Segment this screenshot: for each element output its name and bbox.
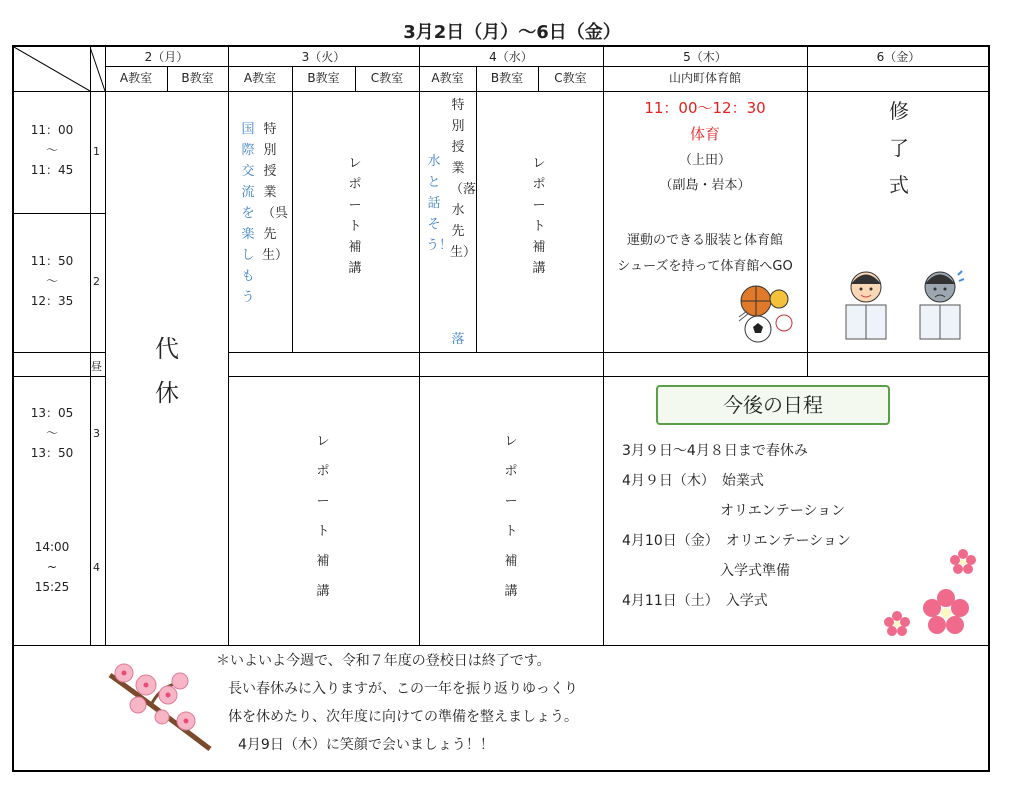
day-header-tue: 3（火） — [301, 50, 346, 64]
footer-line: ＊いよいよ今週で、令和７年度の登校日は終了です。 — [216, 653, 551, 669]
student-reading-icon — [842, 267, 890, 345]
room-header: B教室 — [181, 71, 214, 85]
room-header: A教室 — [119, 71, 153, 85]
tue-report-afternoon: レポート補講 — [316, 434, 330, 599]
wed-report-afternoon: レポート補講 — [504, 434, 518, 599]
footer-line: 体を休めたり、次年度に向けての準備を整えましょう。 — [228, 709, 578, 725]
corner-diagonal-small — [90, 47, 105, 91]
thu-note-1: 運動のできる服装と体育館 — [626, 233, 783, 248]
day-header-thu: 5（木） — [683, 50, 727, 64]
wed-special-tail: 落 — [451, 332, 465, 347]
thu-subject: 体育 — [689, 125, 720, 143]
thu-time: 11：00～12：30 — [644, 99, 766, 117]
sakura-flower-icon — [922, 589, 970, 637]
tue-special-title: 国際交流を楽しもう — [241, 122, 255, 305]
day-header-fri: 6（金） — [876, 50, 921, 64]
period-lunch: 昼 — [91, 360, 102, 373]
footer-message — [216, 647, 776, 759]
mon-day-off: 代休 — [155, 335, 179, 407]
period-4-time: 14:00 ~ 15:25 — [34, 540, 70, 594]
sakura-flower-icon — [950, 549, 976, 575]
wed-special-class: 特別授業（落水先生） — [450, 98, 477, 260]
tue-report-morning: レポート補講 — [348, 156, 362, 276]
page-title: 3月2日（月）～6日（金） — [403, 22, 621, 43]
period-number: 2 — [93, 275, 100, 288]
period-3-time: 13：05 ～ 13：50 — [30, 406, 74, 460]
wed-report-morning: レポート補講 — [532, 156, 546, 276]
footer-line: 長い春休みに入りますが、この一年を振り返りゆっくり — [228, 681, 578, 697]
sports-balls-icon — [736, 283, 796, 345]
period-number: 1 — [93, 145, 100, 158]
footer-line: 4月9日（木）に笑顔で会いましょう！！ — [238, 737, 494, 753]
sakura-branch-icon — [102, 655, 214, 755]
schedule-line: 4月11日（土） 入学式 — [622, 593, 768, 609]
schedule-line: 入学式準備 — [622, 563, 790, 579]
schedule-banner: 今後の日程 — [656, 385, 890, 425]
day-header-wed: 4（水） — [489, 50, 533, 64]
timetable — [12, 45, 990, 772]
thu-teacher: （上田） — [678, 153, 731, 168]
room-header: A教室 — [243, 71, 277, 85]
student-worried-icon — [914, 267, 966, 345]
room-header: B教室 — [490, 71, 524, 85]
room-header: C教室 — [554, 71, 587, 85]
wed-special-title: 水と話そう！ — [426, 154, 453, 253]
period-number: 3 — [93, 427, 100, 440]
room-header: C教室 — [370, 71, 404, 85]
period-number: 4 — [93, 561, 100, 574]
schedule-line: オリエンテーション — [622, 503, 846, 519]
sakura-flower-icon — [884, 611, 910, 637]
tue-special-class: 特別授業（呉先生） — [262, 122, 289, 263]
day-header-mon: 2（月） — [144, 50, 189, 64]
corner-diagonal — [14, 47, 90, 91]
room-header: 山内町体育館 — [668, 71, 741, 85]
room-header: B教室 — [307, 71, 340, 85]
schedule-line: 4月10日（金） オリエンテーション — [622, 533, 851, 549]
period-1-time: 11：00 ～ 11：45 — [30, 123, 74, 177]
thu-note-2: シューズを持って体育館へGO — [617, 259, 793, 274]
fri-ceremony: 修了式 — [889, 99, 909, 197]
thu-sub-teachers: （副島・岩本） — [659, 178, 751, 193]
room-header: A教室 — [431, 71, 464, 85]
period-2-time: 11：50 ～ 12：35 — [30, 254, 74, 308]
schedule-line: 3月９日～4月８日まで春休み — [622, 443, 808, 459]
schedule-line: 4月９日（木） 始業式 — [622, 473, 764, 489]
